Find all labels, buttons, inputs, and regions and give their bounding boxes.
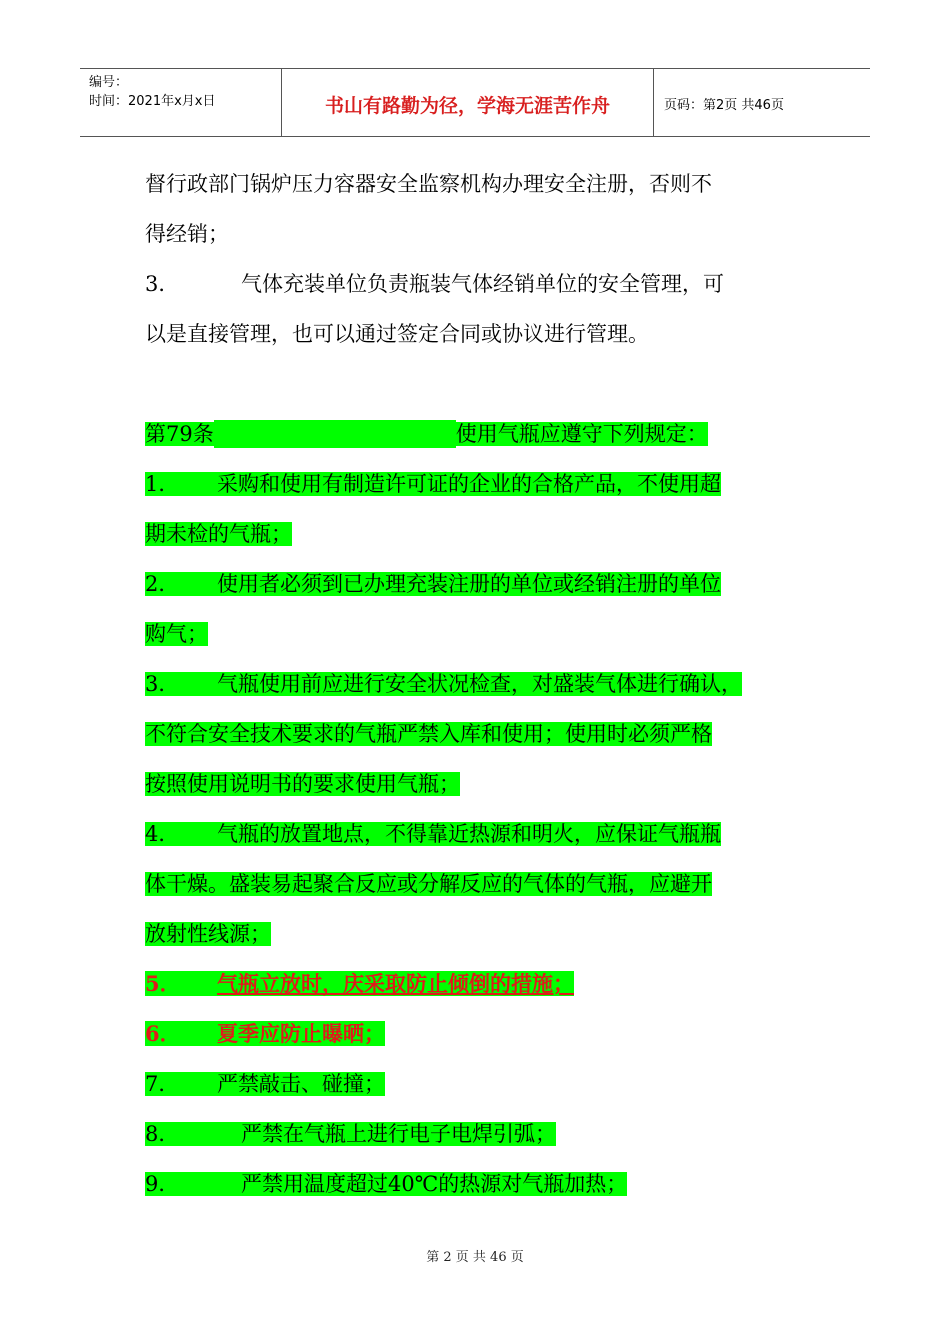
- list-item-continuation: [145, 720, 712, 748]
- item-text: 购气；: [145, 622, 208, 646]
- header-page-cell: [654, 69, 870, 136]
- document-number-label: 编号：: [89, 75, 129, 90]
- item-text: 严禁敲击、碰撞；: [217, 1072, 385, 1096]
- list-item: [145, 1120, 556, 1148]
- list-item-warning: [145, 1020, 385, 1048]
- list-item: [145, 570, 721, 598]
- item-number: 3．: [145, 272, 180, 296]
- item-text: 体干燥。盛装易起聚合反应或分解反应的气体的气瓶，应避开: [145, 872, 712, 896]
- item-text: 气瓶的放置地点，不得靠近热源和明火，应保证气瓶瓶: [217, 822, 721, 846]
- page-info: 页码：第2页 共46页: [664, 98, 784, 113]
- list-item: [145, 470, 721, 498]
- list-item: [145, 1170, 627, 1198]
- item-text: 采购和使用有制造许可证的企业的合格产品，不使用超: [217, 472, 721, 496]
- list-item-continuation: [145, 520, 292, 548]
- body-line: 督行政部门锅炉压力容器安全监察机构办理安全注册，否则不: [145, 172, 712, 196]
- item-number: 4．: [145, 822, 180, 846]
- item-text: 按照使用说明书的要求使用气瓶；: [145, 772, 460, 796]
- list-item: [145, 670, 742, 698]
- body-line: 得经销；: [145, 222, 229, 246]
- article-heading: 使用气瓶应遵守下列规定：: [455, 422, 708, 446]
- item-number: 1．: [145, 472, 180, 496]
- item-number: 5．: [145, 971, 181, 996]
- motto: 书山有路勤为径，学海无涯苦作舟: [324, 95, 610, 117]
- article-title: [145, 420, 708, 448]
- item-text: 不符合安全技术要求的气瓶严禁入库和使用；使用时必须严格: [145, 722, 712, 746]
- item-text: 使用者必须到已办理充装注册的单位或经销注册的单位: [217, 572, 721, 596]
- header-meta-cell: [80, 69, 282, 136]
- list-item-continuation: [145, 620, 208, 648]
- item-text: 期未检的气瓶；: [145, 522, 292, 546]
- document-date: 时间：2021年x月x日: [89, 94, 216, 109]
- page-header: [80, 68, 870, 137]
- item-number: 6．: [145, 1021, 181, 1046]
- item-number: 9．: [145, 1172, 180, 1196]
- body-line: 以是直接管理，也可以通过签定合同或协议进行管理。: [145, 322, 649, 346]
- list-item-warning: [145, 970, 574, 998]
- item-number: 2．: [145, 572, 180, 596]
- item-text: 气体充装单位负责瓶装气体经销单位的安全管理，可: [241, 272, 724, 296]
- body-line-numbered: [145, 270, 724, 298]
- list-item-continuation: [145, 770, 460, 798]
- item-text: 气瓶使用前应进行安全状况检查，对盛装气体进行确认，: [217, 672, 742, 696]
- item-number: 3．: [145, 672, 180, 696]
- list-item-continuation: [145, 920, 271, 948]
- item-text: 放射性线源；: [145, 922, 271, 946]
- item-number: 7．: [145, 1072, 180, 1096]
- list-item: [145, 1070, 385, 1098]
- item-number: 8．: [145, 1122, 180, 1146]
- item-text: 夏季应防止曝晒；: [217, 1021, 385, 1046]
- item-text: 严禁在气瓶上进行电子电焊引弧；: [241, 1122, 556, 1146]
- list-item: [145, 820, 721, 848]
- page-footer: 第 2 页 共 46 页: [426, 1250, 524, 1265]
- header-motto-cell: [282, 69, 654, 136]
- item-text: 严禁用温度超过40℃的热源对气瓶加热；: [241, 1172, 628, 1196]
- item-text: 气瓶立放时，庆采取防止倾倒的措施；: [217, 971, 574, 996]
- list-item-continuation: [145, 870, 712, 898]
- article-number: 第79条: [145, 422, 214, 446]
